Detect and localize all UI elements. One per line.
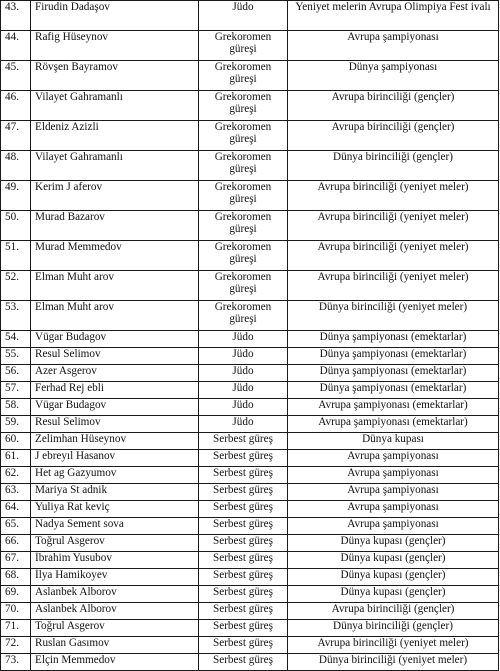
row-number: 45. (1, 61, 31, 91)
competition-event: Avrupa birinciliği (yeniyet meler) (288, 181, 499, 211)
table-row (1, 211, 499, 241)
row-number: 67. (1, 552, 31, 569)
sport-discipline: Serbest güreş (199, 552, 288, 569)
table-row (1, 61, 499, 91)
competition-event: Dünya kupası (gençler) (288, 552, 499, 569)
athlete-name: Vügar Budagov (31, 399, 199, 416)
sport-discipline: Serbest güreş (199, 603, 288, 620)
sport-discipline: Jüdo (199, 399, 288, 416)
athlete-name: İbrahim Yusubov (31, 552, 199, 569)
table-row (1, 620, 499, 637)
table-row (1, 535, 499, 552)
athlete-name: Ruslan Gasımov (31, 637, 199, 654)
athlete-name: Elman Muht arov (31, 301, 199, 331)
competition-event: Avrupa birinciliği (gençler) (288, 121, 499, 151)
table-row (1, 31, 499, 61)
competition-event: Dünya şampiyonası (emektarlar) (288, 365, 499, 382)
athlete-name: J ebreyıl Hasanov (31, 450, 199, 467)
athlete-name: Resul Selimov (31, 416, 199, 433)
athlete-name: Mariya St adnik (31, 484, 199, 501)
competition-event: Dünya şampiyonası (emektarlar) (288, 348, 499, 365)
row-number: 53. (1, 301, 31, 331)
competition-event: Avrupa şampiyonası (288, 484, 499, 501)
row-number: 61. (1, 450, 31, 467)
row-number: 44. (1, 31, 31, 61)
row-number: 70. (1, 603, 31, 620)
sport-discipline: Jüdo (199, 1, 288, 31)
athlete-name: Vilayet Gahramanlı (31, 151, 199, 181)
table-row (1, 1, 499, 31)
competition-event: Avrupa birinciliği (yeniyet meler) (288, 271, 499, 301)
row-number: 64. (1, 501, 31, 518)
athlete-name: Murad Bazarov (31, 211, 199, 241)
row-number: 56. (1, 365, 31, 382)
table-row (1, 121, 499, 151)
competition-event: Avrupa şampiyonası (288, 518, 499, 535)
table-row (1, 552, 499, 569)
athlete-name: Aslanbek Alborov (31, 603, 199, 620)
athlete-name: Azer Asgerov (31, 365, 199, 382)
table-row (1, 450, 499, 467)
athlete-name: Firudin Dadaşov (31, 1, 199, 31)
competition-event: Avrupa şampiyonası (288, 467, 499, 484)
sport-discipline: Serbest güreş (199, 467, 288, 484)
athlete-name: Vilayet Gahramanlı (31, 91, 199, 121)
sport-discipline: Jüdo (199, 382, 288, 399)
athlete-name: Yuliya Rat keviç (31, 501, 199, 518)
table-row (1, 91, 499, 121)
competition-event: Avrupa şampiyonası (288, 31, 499, 61)
sport-discipline: Serbest güreş (199, 518, 288, 535)
sport-discipline: Jüdo (199, 331, 288, 348)
competition-event: Avrupa şampiyonası (emektarlar) (288, 416, 499, 433)
athlete-name: İlya Hamikoyev (31, 569, 199, 586)
athlete-name: Eldeniz Azizli (31, 121, 199, 151)
table-row (1, 467, 499, 484)
row-number: 73. (1, 654, 31, 671)
sport-discipline: Serbest güreş (199, 569, 288, 586)
sport-discipline: Grekoromen güreşi (199, 121, 288, 151)
row-number: 69. (1, 586, 31, 603)
row-number: 59. (1, 416, 31, 433)
table-row (1, 348, 499, 365)
table-row (1, 518, 499, 535)
competition-event: Dünya birinciliği (gençler) (288, 151, 499, 181)
competition-event: Avrupa şampiyonası (288, 450, 499, 467)
athlete-name: Rafig Hüseynov (31, 31, 199, 61)
sport-discipline: Serbest güreş (199, 637, 288, 654)
sport-discipline: Serbest güreş (199, 586, 288, 603)
athlete-name: Zelimhan Hüseynov (31, 433, 199, 450)
table-row (1, 433, 499, 450)
athlete-name: Elçin Memmedov (31, 654, 199, 671)
sport-discipline: Grekoromen güreşi (199, 31, 288, 61)
table-row (1, 416, 499, 433)
row-number: 65. (1, 518, 31, 535)
sport-discipline: Jüdo (199, 365, 288, 382)
athlete-name: Resul Selimov (31, 348, 199, 365)
competition-event: Dünya birinciliği (yeniyet meler) (288, 654, 499, 671)
competition-event: Avrupa birinciliği (yeniyet meler) (288, 211, 499, 241)
results-table-body (1, 1, 499, 671)
row-number: 66. (1, 535, 31, 552)
row-number: 71. (1, 620, 31, 637)
row-number: 46. (1, 91, 31, 121)
sport-discipline: Grekoromen güreşi (199, 211, 288, 241)
sport-discipline: Grekoromen güreşi (199, 241, 288, 271)
athlete-name: Aslanbek Alborov (31, 586, 199, 603)
competition-event: Avrupa şampiyonası (emektarlar) (288, 399, 499, 416)
table-row (1, 586, 499, 603)
row-number: 49. (1, 181, 31, 211)
table-row (1, 301, 499, 331)
athlete-name: Het ag Gazyumov (31, 467, 199, 484)
row-number: 68. (1, 569, 31, 586)
sport-discipline: Serbest güreş (199, 484, 288, 501)
table-row (1, 382, 499, 399)
competition-event: Avrupa birinciliği (gençler) (288, 603, 499, 620)
table-row (1, 484, 499, 501)
competition-event: Dünya kupası (gençler) (288, 535, 499, 552)
table-row (1, 365, 499, 382)
competition-event: Dünya şampiyonası (emektarlar) (288, 331, 499, 348)
competition-event: Dünya şampiyonası (288, 61, 499, 91)
table-row (1, 603, 499, 620)
athlete-name: Elman Muht arov (31, 271, 199, 301)
row-number: 51. (1, 241, 31, 271)
table-row (1, 181, 499, 211)
competition-event: Dünya kupası (gençler) (288, 569, 499, 586)
sport-discipline: Grekoromen güreşi (199, 271, 288, 301)
sport-discipline: Serbest güreş (199, 433, 288, 450)
competition-event: Dünya birinciliği (gençler) (288, 620, 499, 637)
table-row (1, 331, 499, 348)
sport-discipline: Grekoromen güreşi (199, 151, 288, 181)
athlete-name: Nadya Sement sova (31, 518, 199, 535)
sport-discipline: Jüdo (199, 416, 288, 433)
row-number: 57. (1, 382, 31, 399)
row-number: 43. (1, 1, 31, 31)
sport-discipline: Jüdo (199, 348, 288, 365)
sport-discipline: Grekoromen güreşi (199, 61, 288, 91)
row-number: 52. (1, 271, 31, 301)
competition-event: Yeniyet melerin Avrupa Olimpiya Fest ivalı (288, 1, 499, 31)
row-number: 63. (1, 484, 31, 501)
table-row (1, 569, 499, 586)
row-number: 55. (1, 348, 31, 365)
competition-event: Dünya kupası (288, 433, 499, 450)
table-row (1, 654, 499, 671)
table-row (1, 501, 499, 518)
row-number: 60. (1, 433, 31, 450)
table-row (1, 241, 499, 271)
row-number: 50. (1, 211, 31, 241)
competition-event: Dünya kupası (gençler) (288, 586, 499, 603)
competition-event: Avrupa şampiyonası (288, 501, 499, 518)
row-number: 72. (1, 637, 31, 654)
athlete-name: Toğrul Asgerov (31, 535, 199, 552)
sport-discipline: Grekoromen güreşi (199, 91, 288, 121)
table-row (1, 271, 499, 301)
sport-discipline: Serbest güreş (199, 450, 288, 467)
row-number: 47. (1, 121, 31, 151)
competition-event: Dünya birinciliği (yeniyet meler) (288, 301, 499, 331)
sport-discipline: Serbest güreş (199, 620, 288, 637)
table-row (1, 151, 499, 181)
competition-event: Avrupa birinciliği (gençler) (288, 91, 499, 121)
athlete-name: Toğrul Asgerov (31, 620, 199, 637)
sport-discipline: Serbest güreş (199, 654, 288, 671)
row-number: 54. (1, 331, 31, 348)
sport-discipline: Grekoromen güreşi (199, 301, 288, 331)
sport-discipline: Grekoromen güreşi (199, 181, 288, 211)
athlete-name: Murad Memmedov (31, 241, 199, 271)
competition-event: Avrupa birinciliği (yeniyet meler) (288, 637, 499, 654)
athlete-name: Rövşen Bayramov (31, 61, 199, 91)
competition-event: Dünya şampiyonası (emektarlar) (288, 382, 499, 399)
row-number: 62. (1, 467, 31, 484)
row-number: 48. (1, 151, 31, 181)
row-number: 58. (1, 399, 31, 416)
athlete-name: Ferhad Rej ebli (31, 382, 199, 399)
athlete-name: Vügar Budagov (31, 331, 199, 348)
competition-event: Avrupa birinciliği (yeniyet meler) (288, 241, 499, 271)
sport-discipline: Serbest güreş (199, 501, 288, 518)
table-row (1, 399, 499, 416)
table-row (1, 637, 499, 654)
athlete-name: Kerim J aferov (31, 181, 199, 211)
sport-discipline: Serbest güreş (199, 535, 288, 552)
